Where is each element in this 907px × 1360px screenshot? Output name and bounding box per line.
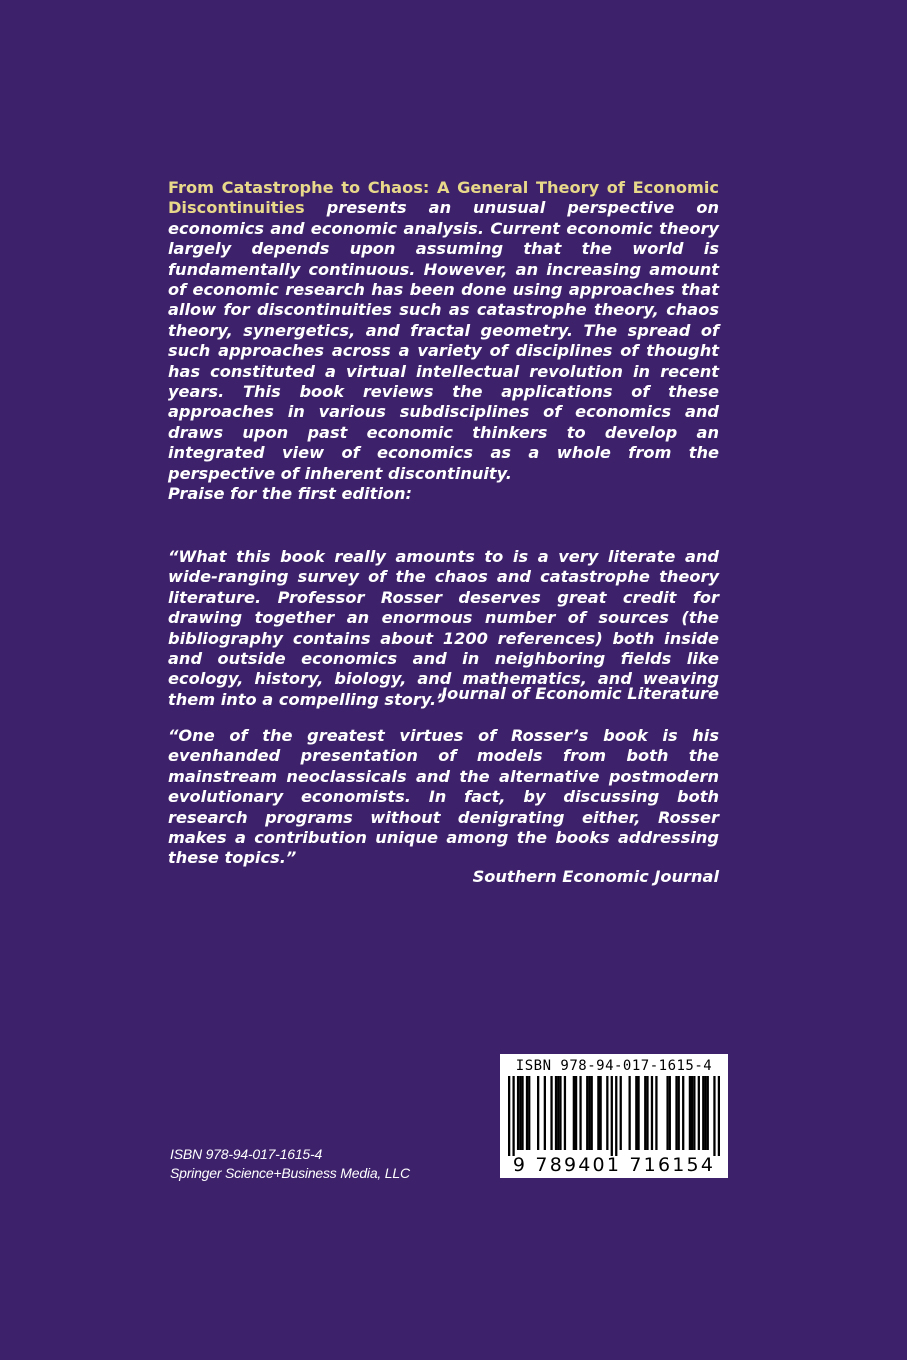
barcode-bar	[702, 1076, 704, 1150]
barcode-bar	[564, 1076, 566, 1150]
barcode-bar	[606, 1076, 608, 1150]
barcode-bar	[517, 1076, 519, 1150]
barcode-bar	[579, 1076, 581, 1150]
barcode-bar	[651, 1076, 653, 1150]
barcode-bar	[573, 1076, 575, 1150]
barcode-bar	[691, 1076, 693, 1150]
book-title: From Catastrophe to Chaos: A General Theory of Economic Discontinuities	[168, 178, 719, 218]
barcode-bar	[629, 1076, 631, 1150]
book-description	[168, 178, 719, 484]
barcode-bar	[682, 1076, 684, 1150]
barcode-bar	[635, 1076, 637, 1150]
barcode-bar	[508, 1076, 510, 1156]
barcode-bar	[588, 1076, 590, 1150]
barcode-bar	[620, 1076, 622, 1150]
barcode-bar	[544, 1076, 546, 1150]
barcode-bar	[597, 1076, 599, 1150]
barcode-bar	[675, 1076, 677, 1150]
barcode-bar	[521, 1076, 523, 1150]
review-quote: “What this book really amounts to is a very literate and wide-ranging survey of the chaos and catastrophe theory literature. Professor Rosser deserves great credit for drawing together an enormous number of sources (the bibliography contains about 1200 references) both inside and outside economics and in neighboring fields like ecology, history, biology, and mathematics, and weaving them into a compelling story.”	[168, 547, 719, 709]
barcode-bar	[526, 1076, 528, 1150]
publisher-isbn: ISBN 978-94-017-1615-4	[170, 1146, 323, 1162]
barcode-bar	[637, 1076, 639, 1150]
barcode-bar	[707, 1076, 709, 1150]
barcode-bar	[512, 1076, 514, 1156]
barcode-digits: 9 789401 716154	[512, 1154, 716, 1176]
barcode-bar	[718, 1076, 720, 1156]
isbn-barcode	[500, 1054, 728, 1178]
barcode-bars	[508, 1076, 720, 1156]
barcode-bar	[519, 1076, 521, 1150]
barcode-bar	[655, 1076, 657, 1150]
barcode-bar	[698, 1076, 700, 1150]
review-quote: “One of the greatest virtues of Rosser’s book is his evenhanded presentation of models from both the mainstream neoclassicals and the alternative postmodern evolutionary economists. In fact, by discussing both research programs without denigrating either, Rosser makes a contribution unique among the books addressing these topics.”	[168, 726, 719, 868]
barcode-bar	[611, 1076, 613, 1156]
barcode-bar	[528, 1076, 530, 1150]
barcode-bar	[555, 1076, 557, 1150]
praise-heading: Praise for the first edition:	[168, 484, 412, 503]
barcode-bar	[615, 1076, 617, 1156]
barcode-bar	[689, 1076, 691, 1150]
barcode-bar	[693, 1076, 695, 1150]
barcode-isbn-label: ISBN 978-94-017-1615-4	[515, 1058, 713, 1074]
barcode-bar	[644, 1076, 646, 1150]
barcode-bar	[557, 1076, 559, 1150]
book-description-body: presents an unusual perspective on economics and economic analysis. Current economic theory largely depends upon assuming that the world is fundamentally continuous. However, an increasing amount of economic research has been done using approaches that allow for discontinuities such as catastrophe theory, chaos theory, synergetics, and fractal geometry. The spread of such approaches across a variety of disciplines of thought has constituted a virtual intellectual revolution in recent years. This book reviews the applications of these approaches in various subdisciplines of economics and draws upon past economic thinkers to develop an integrated view of economics as a whole from the perspective of inherent discontinuity.	[168, 198, 719, 483]
barcode-bar	[559, 1076, 561, 1150]
review-source: Journal of Economic Literature	[441, 684, 719, 703]
barcode-bar	[586, 1076, 588, 1150]
barcode-bar	[666, 1076, 668, 1150]
barcode-bar	[678, 1076, 680, 1150]
barcode-bar	[537, 1076, 539, 1150]
publisher-info	[170, 1145, 410, 1183]
barcode-bar	[713, 1076, 715, 1156]
barcode-bar	[575, 1076, 577, 1150]
barcode-bar	[669, 1076, 671, 1150]
review-source: Southern Economic Journal	[472, 867, 719, 886]
barcode-bar	[704, 1076, 706, 1150]
barcode-bar	[550, 1076, 552, 1150]
barcode-bar	[591, 1076, 593, 1150]
barcode-bar	[646, 1076, 648, 1150]
barcode-bar	[599, 1076, 601, 1150]
publisher-name: Springer Science+Business Media, LLC	[170, 1165, 410, 1181]
